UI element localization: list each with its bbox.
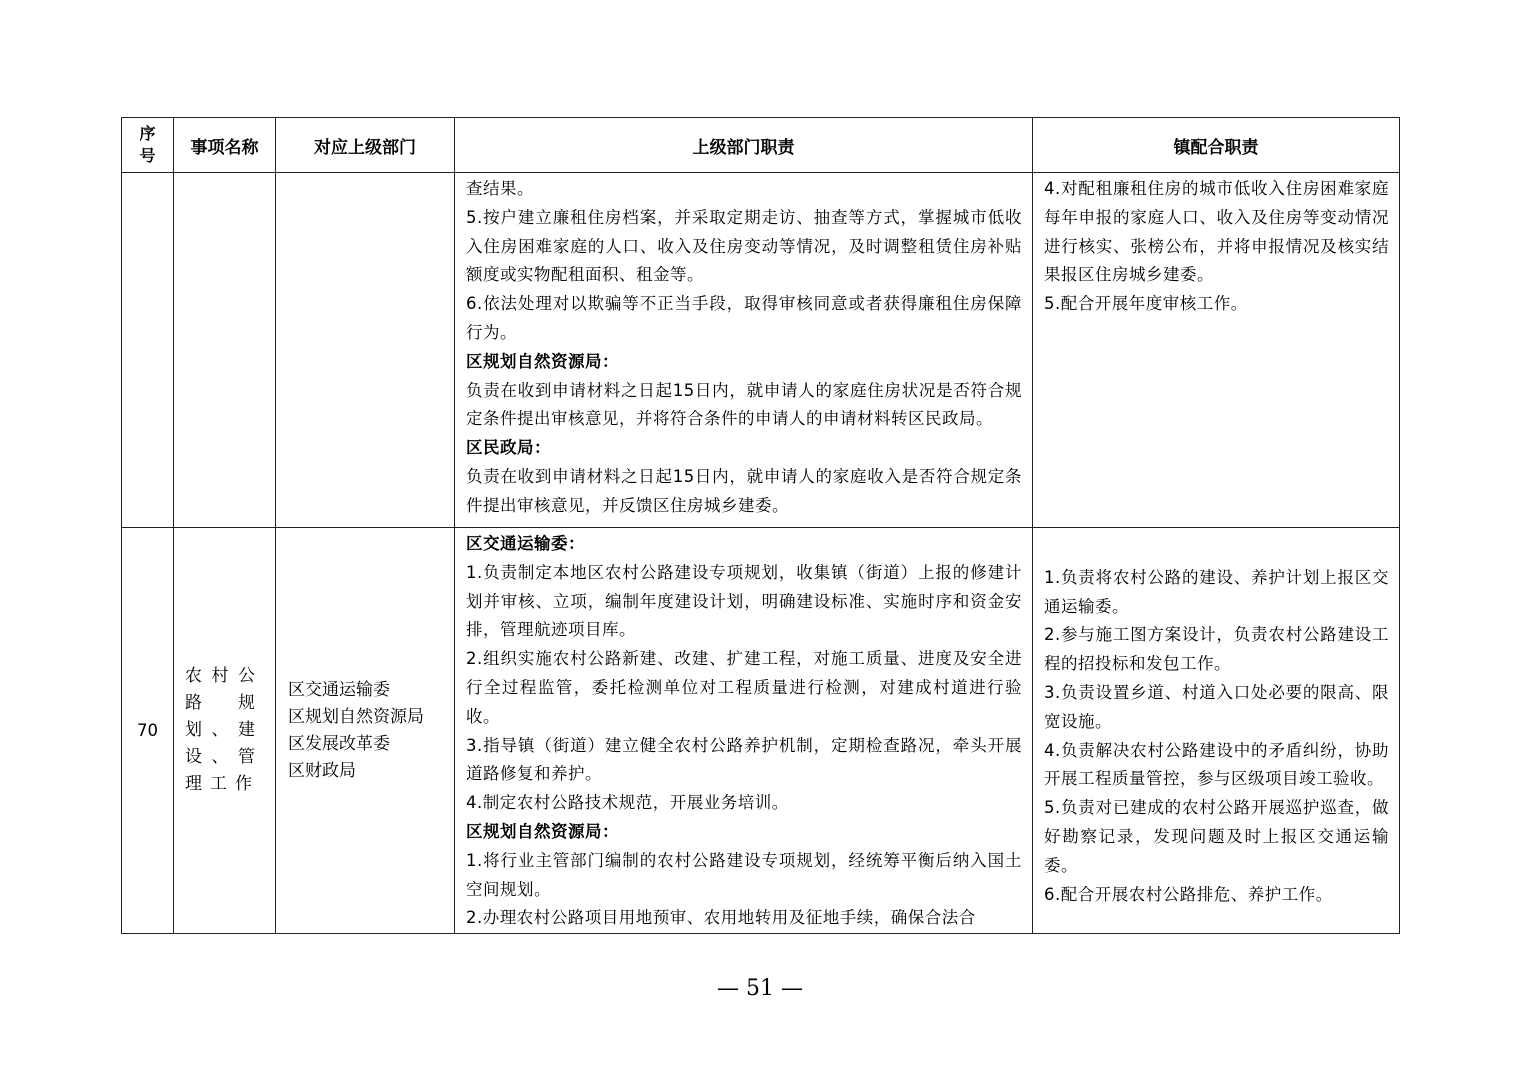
upper-duties-cell [455,173,1033,528]
department-item: 区财政局 [288,760,356,781]
page-number: — 51 — [717,976,803,1001]
header-item-name: 事项名称 [174,118,276,173]
upper-duties-list [455,173,1032,521]
item-name-cell [174,173,276,528]
town-duties-list [1033,552,1399,910]
duty-paragraph: 5.按户建立廉租住房档案，并采取定期走访、抽查等方式，掌握城市低收入住房困难家庭的人口、收入及住房变动等情况，及时调整租赁住房补贴额度或实物配租面积、租金等。 [466,207,1022,285]
section-heading: 区交通运输委： [466,534,585,553]
duty-paragraph: 1.负责将农村公路的建设、养护计划上报区交通运输委。 [1044,567,1389,616]
section-heading: 区规划自然资源局： [466,351,619,371]
department-item: 区发展改革委 [288,733,390,754]
seq-cell [122,173,174,528]
section-heading: 区民政局： [466,438,551,458]
duty-paragraph: 4.制定农村公路技术规范，开展业务培训。 [466,793,789,813]
duty-paragraph: 4.对配租廉租住房的城市低收入住房困难家庭每年申报的家庭人口、收入及住房等变动情况进行核实、张榜公布，并将申报情况及核实结果报区住房城乡建委。 [1044,179,1389,285]
duty-paragraph: 5.配合开展年度审核工作。 [1044,294,1248,314]
town-duties-cell [1033,528,1400,934]
duty-paragraph: 2.组织实施农村公路新建、改建、扩建工程，对施工质量、进度及安全进行全过程监管，委托检测单位对工程质量进行检测，对建成村道进行验收。 [466,649,1022,726]
duty-paragraph: 3.指导镇（街道）建立健全农村公路养护机制，定期检查路况，牵头开展道路修复和养护。 [466,735,1022,784]
upper-duties-list [455,528,1032,933]
duty-paragraph: 1.负责制定本地区农村公路建设专项规划，收集镇（街道）上报的修建计划并审核、立项，编制年度建设计划，明确建设标准、实施时序和资金安排，管理航迹项目库。 [466,562,1022,640]
duty-paragraph: 2.参与施工图方案设计，负责农村公路建设工程的招投标和发包工作。 [1044,625,1389,674]
duty-paragraph: 2.办理农村公路项目用地预审、农用地转用及征地手续，确保合法合 [466,908,976,928]
duty-paragraph: 负责在收到申请材料之日起15日内，就申请人的家庭住房状况是否符合规定条件提出审核意见，并将符合条件的申请人的申请材料转区民政局。 [466,380,1022,429]
item-name-cell [174,528,276,934]
duty-table [121,117,1400,934]
section-heading: 区规划自然资源局： [466,821,619,841]
duty-paragraph: 6.配合开展农村公路排危、养护工作。 [1044,884,1333,904]
header-upper-duties: 上级部门职责 [455,118,1033,173]
department-cell [276,173,455,528]
item-name: 农村公路规划、建设、管理工作 [185,666,263,795]
department-item: 区交通运输委 [288,679,390,700]
duty-paragraph: 3.负责设置乡道、村道入口处必要的限高、限宽设施。 [1044,682,1389,731]
header-upper-department: 对应上级部门 [276,118,455,173]
upper-duties-cell [455,528,1033,934]
department-item: 区规划自然资源局 [288,706,424,727]
duty-paragraph: 1.将行业主管部门编制的农村公路建设专项规划，经统筹平衡后纳入国土空间规划。 [466,850,1022,899]
town-duties-list [1033,173,1399,319]
table-row [122,528,1400,934]
table-row [122,173,1400,528]
header-seq: 序 号 [122,118,174,173]
seq-cell: 70 [122,528,174,934]
duty-paragraph: 查结果。 [466,179,534,198]
duty-paragraph: 6.依法处理对以欺骗等不正当手段，取得审核同意或者获得廉租住房保障行为。 [466,294,1022,342]
duty-paragraph: 负责在收到申请材料之日起15日内，就申请人的家庭收入是否符合规定条件提出审核意见，并反馈区住房城乡建委。 [466,466,1022,515]
department-list [276,677,454,785]
duty-paragraph: 4.负责解决农村公路建设中的矛盾纠纷，协助开展工程质量管控，参与区级项目竣工验收。 [1044,740,1389,789]
header-town-duties: 镇配合职责 [1033,118,1400,173]
duty-paragraph: 5.负责对已建成的农村公路开展巡护巡查，做好勘察记录，发现问题及时上报区交通运输委。 [1044,798,1389,875]
department-cell [276,528,455,934]
town-duties-cell [1033,173,1400,528]
table-header-row [122,118,1400,173]
